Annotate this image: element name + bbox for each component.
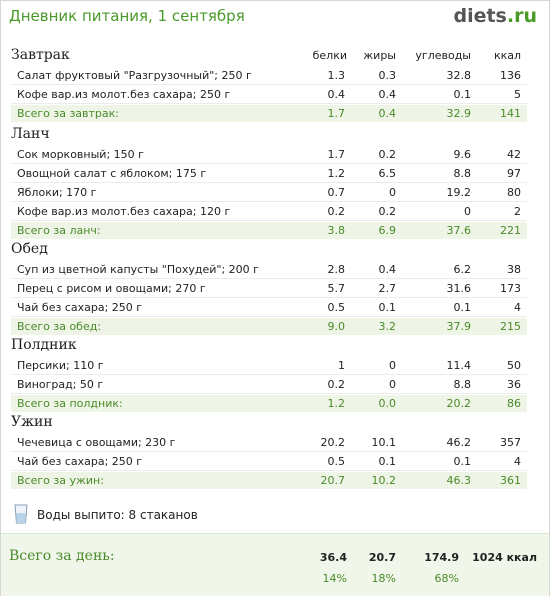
protein-value: 0.5	[327, 455, 345, 468]
protein-value: 1.2	[327, 397, 345, 410]
fat-value: 0.3	[378, 69, 396, 82]
food-name: Овощной салат с яблоком; 175 г	[17, 167, 207, 180]
kcal-value: 357	[500, 436, 521, 449]
food-name: Кофе вар.из молот.без сахара; 250 г	[17, 88, 231, 101]
food-name: Персики; 110 г	[17, 359, 104, 372]
kcal-value: 86	[507, 397, 521, 410]
protein-value: 5.7	[327, 282, 345, 295]
protein-value: 1.7	[327, 148, 345, 161]
food-name: Салат фруктовый "Разгрузочный"; 250 г	[17, 69, 252, 82]
kcal-value: 361	[500, 474, 521, 487]
page-title: Дневник питания, 1 сентября	[9, 7, 245, 25]
fat-value: 0.2	[378, 205, 396, 218]
fat-value: 10.2	[371, 474, 396, 487]
food-name: Всего за обед:	[17, 320, 102, 333]
meal-heading: Ужин	[11, 414, 53, 430]
fat-value: 0.0	[378, 397, 396, 410]
fat-value: 0	[389, 186, 396, 199]
fat-value: 2.7	[378, 282, 396, 295]
carbs-value: 19.2	[446, 186, 471, 199]
logo-dot: .	[506, 5, 515, 27]
kcal-value: 97	[507, 167, 521, 180]
protein-value: 9.0	[327, 320, 345, 333]
day-total	[1, 533, 549, 596]
food-name: Сок морковный; 150 г	[17, 148, 144, 161]
meal-total-row	[11, 395, 527, 412]
food-name: Чай без сахара; 250 г	[17, 455, 143, 468]
food-name: Чай без сахара; 250 г	[17, 301, 143, 314]
protein-value: 2.8	[327, 263, 345, 276]
fat-value: 0	[389, 359, 396, 372]
day-total-carbs: 174.9	[424, 551, 459, 564]
food-row[interactable]	[11, 434, 527, 452]
protein-value: 1.7	[327, 107, 345, 120]
carbs-value: 46.3	[446, 474, 471, 487]
kcal-value: 2	[514, 205, 521, 218]
food-name: Кофе вар.из молот.без сахара; 120 г	[17, 205, 231, 218]
meal-heading: Полдник	[11, 337, 77, 353]
food-name: Всего за ужин:	[17, 474, 104, 487]
protein-value: 3.8	[327, 224, 345, 237]
kcal-value: 4	[514, 301, 521, 314]
food-name: Всего за ланч:	[17, 224, 101, 237]
kcal-value: 38	[507, 263, 521, 276]
food-name: Чечевица с овощами; 230 г	[17, 436, 176, 449]
protein-value: 0.2	[327, 378, 345, 391]
day-total-fat-pct: 18%	[371, 572, 396, 585]
carbs-value: 0	[464, 205, 471, 218]
day-total-kcal: 1024 ккал	[472, 551, 537, 564]
water-text: Воды выпито: 8 стаканов	[37, 508, 198, 522]
day-total-carbs-pct: 68%	[434, 572, 459, 585]
fat-value: 0.4	[378, 107, 396, 120]
carbs-value: 0.1	[453, 455, 471, 468]
carbs-value: 20.2	[446, 397, 471, 410]
carbs-value: 0.1	[453, 88, 471, 101]
col-header-protein: белки	[312, 49, 347, 62]
logo-tld: ru	[514, 5, 537, 27]
kcal-value: 173	[500, 282, 521, 295]
kcal-value: 221	[500, 224, 521, 237]
carbs-value: 0.1	[453, 301, 471, 314]
food-name: Яблоки; 170 г	[17, 186, 97, 199]
carbs-value: 31.6	[446, 282, 471, 295]
food-name: Перец с рисом и овощами; 270 г	[17, 282, 206, 295]
protein-value: 20.7	[320, 474, 345, 487]
protein-value: 20.2	[320, 436, 345, 449]
header	[1, 1, 549, 35]
food-name: Суп из цветной капусты "Похудей"; 200 г	[17, 263, 259, 276]
fat-value: 0.2	[378, 148, 396, 161]
food-row[interactable]	[11, 67, 527, 85]
day-total-fat: 20.7	[368, 551, 396, 564]
protein-value: 0.7	[327, 186, 345, 199]
col-header-kcal: ккал	[493, 49, 521, 62]
kcal-value: 215	[500, 320, 521, 333]
food-row[interactable]	[11, 184, 527, 202]
carbs-value: 8.8	[453, 167, 471, 180]
protein-value: 1	[338, 359, 345, 372]
carbs-value: 32.9	[446, 107, 471, 120]
carbs-value: 8.8	[453, 378, 471, 391]
fat-value: 0.1	[378, 301, 396, 314]
meal-heading: Завтрак	[11, 47, 70, 63]
col-header-carbs: углеводы	[415, 49, 471, 62]
food-name: Всего за завтрак:	[17, 107, 120, 120]
carbs-value: 37.9	[446, 320, 471, 333]
fat-value: 0	[389, 378, 396, 391]
food-name: Виноград; 50 г	[17, 378, 104, 391]
carbs-value: 37.6	[446, 224, 471, 237]
food-row[interactable]	[11, 376, 527, 394]
food-row[interactable]	[11, 86, 527, 104]
protein-value: 0.4	[327, 88, 345, 101]
protein-value: 0.5	[327, 301, 345, 314]
kcal-value: 136	[500, 69, 521, 82]
day-total-protein-pct: 14%	[322, 572, 347, 585]
glass-icon	[14, 504, 28, 524]
fat-value: 0.4	[378, 263, 396, 276]
logo-main: diets	[453, 5, 507, 27]
fat-value: 6.5	[378, 167, 396, 180]
day-total-label: Всего за день:	[9, 548, 115, 564]
fat-value: 3.2	[378, 320, 396, 333]
protein-value: 0.2	[327, 205, 345, 218]
food-row[interactable]	[11, 146, 527, 164]
meal-heading: Ланч	[11, 126, 50, 142]
food-row[interactable]	[11, 165, 527, 183]
kcal-value: 5	[514, 88, 521, 101]
fat-value: 0.1	[378, 455, 396, 468]
site-logo[interactable]	[453, 5, 537, 27]
fat-value: 0.4	[378, 88, 396, 101]
carbs-value: 11.4	[446, 359, 471, 372]
meal-total-row	[11, 105, 527, 122]
meal-heading: Обед	[11, 241, 48, 257]
carbs-value: 46.2	[446, 436, 471, 449]
food-row[interactable]	[11, 357, 527, 375]
col-header-fat: жиры	[363, 49, 396, 62]
fat-value: 6.9	[378, 224, 396, 237]
meal-total-row	[11, 472, 527, 489]
kcal-value: 4	[514, 455, 521, 468]
kcal-value: 80	[507, 186, 521, 199]
fat-value: 10.1	[371, 436, 396, 449]
kcal-value: 141	[500, 107, 521, 120]
food-row[interactable]	[11, 280, 527, 298]
food-row[interactable]	[11, 203, 527, 221]
protein-value: 1.3	[327, 69, 345, 82]
carbs-value: 32.8	[446, 69, 471, 82]
carbs-value: 9.6	[453, 148, 471, 161]
carbs-value: 6.2	[453, 263, 471, 276]
meal-total-row	[11, 222, 527, 239]
protein-value: 1.2	[327, 167, 345, 180]
food-name: Всего за полдник:	[17, 397, 123, 410]
kcal-value: 42	[507, 148, 521, 161]
food-row[interactable]	[11, 299, 527, 317]
meal-total-row	[11, 318, 527, 335]
kcal-value: 36	[507, 378, 521, 391]
food-row[interactable]	[11, 453, 527, 471]
food-row[interactable]	[11, 261, 527, 279]
day-total-protein: 36.4	[319, 551, 347, 564]
kcal-value: 50	[507, 359, 521, 372]
